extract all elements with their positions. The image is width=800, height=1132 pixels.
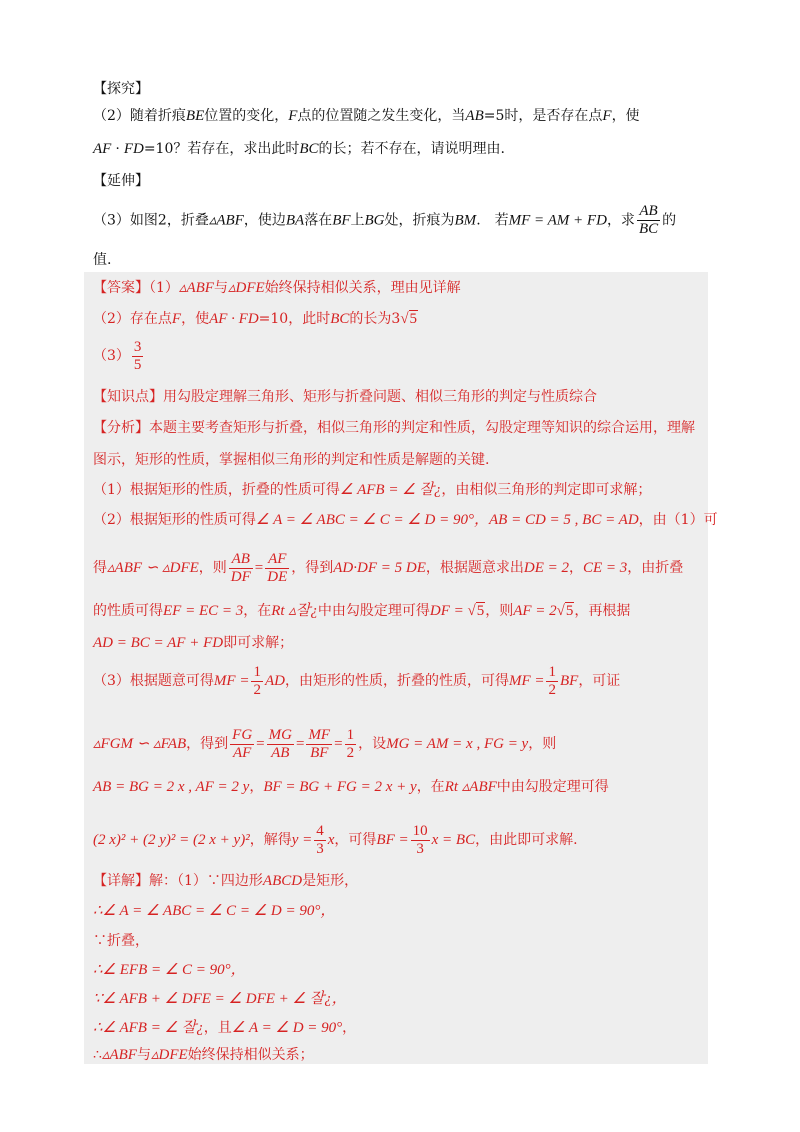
answer-line-1: 【答案】（1）▵ABF与▵DFE始终保持相似关系，理由见详解 [93,280,461,296]
analysis-line-6: 的性质可得EF = EC = 3，在Rt ▵잘¿中由勾股定理可得DF = √5，则AF = 2√5，再根据 [93,603,631,619]
detail-line-6: ∴∠ AFB = ∠ 잘¿，且∠ A = ∠ D = 90°， [93,1020,357,1036]
answer-line-2: （2）存在点F，使AF · FD=10，此时BC的长为3√5 [93,311,418,327]
analysis-line-11: (2 x)² + (2 y)² = (2 x + y)²，解得y = $\frac{4}{3}$ x，可得BF = $\frac{10}{3}$ x = BC，由此即可求解. [93,822,578,857]
detail-line-5: ∵∠ AFB + ∠ DFE = ∠ DFE + ∠ 잘¿， [93,991,347,1007]
analysis-line-7: AD = BC = AF + FD即可求解； [93,635,294,651]
ab-over-bc-fraction: $\frac{AB}{BC}$ [638,203,659,237]
answer-line-3: （3） $\frac{3}{5}$ [93,338,142,373]
question-2-line-2: AF · FD=10？若存在，求出此时BC的长；若不存在，请说明理由. [93,141,505,157]
analysis-line-4: （2）根据矩形的性质可得∠ A = ∠ ABC = ∠ C = ∠ D = 90°，AB = CD = 5 , BC = AD，由（1）可 [93,512,718,528]
question-3-line-2: 值. [93,252,112,268]
analysis-line-10: AB = BG = 2 x , AF = 2 y，BF = BG + FG = 2 x + y，在Rt ▵ABF中由勾股定理可得 [93,779,609,795]
explore-header: 【探究】 [93,81,149,97]
detail-line-1: 【详解】解：（1）∵四边形ABCD是矩形， [93,873,359,889]
knowledge-point: 【知识点】用勾股定理解三角形、矩形与折叠问题、相似三角形的判定与性质综合 [93,389,597,405]
analysis-line-9: ▵FGM ∽ ▵FAB，得到 $\frac{FG}{AF}$ = $\frac{MG}{AB}$ = $\frac{MF}{BF}$ = $\frac{1}{2}$ ，设MG = AM = x , FG = y，则 [93,726,557,761]
analysis-line-1: 【分析】本题主要考查矩形与折叠，相似三角形的判定和性质，勾股定理等知识的综合运用，理解 [93,420,695,436]
analysis-line-5: 得▵ABF ∽ ▵DFE，则 $\frac{AB}{DF}$ = $\frac{AF}{DE}$ ，得到AD·DF = 5 DE，根据题意求出DE = 2，CE = 3，由折叠 [93,550,684,585]
question-2-line-1: （2）随着折痕BE位置的变化，F点的位置随之发生变化，当AB=5时，是否存在点F，使 [93,108,640,124]
detail-line-3: ∵折叠， [93,933,149,949]
detail-line-4: ∴∠ EFB = ∠ C = 90°， [93,962,246,978]
question-3-line-1: （3）如图2，折叠▵ABF，使边BA落在BF上BG处，折痕为BM. 若MF = AM + FD，求 $\frac{AB}{BC}$ 的 [93,203,677,237]
analysis-line-2: 图示，矩形的性质，掌握相似三角形的判定和性质是解题的关键. [93,452,490,468]
analysis-line-8: （3）根据题意可得MF = $\frac{1}{2}$ AD，由矩形的性质，折叠的性质，可得MF = $\frac{1}{2}$ BF，可证 [93,663,621,698]
extend-header: 【延伸】 [93,173,149,189]
detail-line-2: ∴∠ A = ∠ ABC = ∠ C = ∠ D = 90°， [93,903,336,919]
detail-line-7: ∴▵ABF与▵DFE始终保持相似关系； [93,1047,314,1063]
analysis-line-3: （1）根据矩形的性质，折叠的性质可得∠ AFB = ∠ 잘¿，由相似三角形的判定即可求解； [93,482,652,498]
